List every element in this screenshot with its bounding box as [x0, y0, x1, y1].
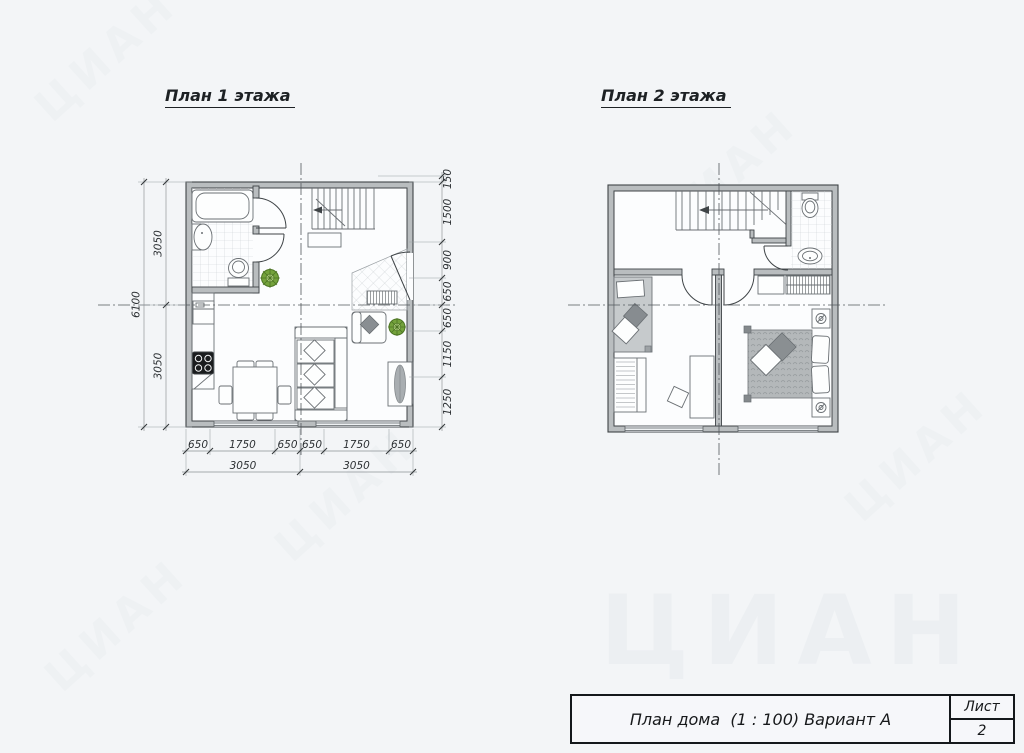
- svg-text:3050: 3050: [343, 460, 370, 472]
- plan1-dim-bottom: [182, 429, 417, 476]
- toilet: [802, 193, 818, 218]
- plan1-drawing: [90, 155, 470, 490]
- svg-text:3050: 3050: [152, 352, 165, 380]
- watermark-large: ЦИАН: [600, 575, 981, 687]
- nightstand: [812, 309, 830, 328]
- sheet-column: [949, 696, 1013, 742]
- svg-text:650: 650: [277, 439, 298, 451]
- svg-text:1750: 1750: [343, 439, 370, 451]
- plan1-bathroom: [192, 188, 253, 287]
- svg-text:1250: 1250: [442, 388, 454, 416]
- watermark: [35, 549, 197, 702]
- nightstand: [812, 398, 830, 417]
- plan2-radiator: [786, 276, 830, 294]
- wardrobe: [614, 358, 646, 412]
- bathroom-sink: [192, 224, 212, 250]
- fridge: [193, 301, 214, 324]
- armchair: [352, 312, 386, 343]
- svg-text:900: 900: [442, 249, 454, 271]
- watermark: [25, 0, 187, 132]
- svg-text:650: 650: [301, 439, 323, 451]
- plan1-title: План 1 этажа: [165, 86, 295, 108]
- plan1-dim-left: [131, 178, 193, 431]
- single-bed: [612, 277, 652, 352]
- svg-text:650: 650: [390, 439, 412, 451]
- svg-text:6100: 6100: [130, 291, 143, 318]
- sofa: [295, 327, 347, 421]
- door-opening: [407, 253, 413, 300]
- svg-text:650: 650: [442, 281, 454, 302]
- svg-text:1500: 1500: [442, 198, 454, 226]
- svg-text:650: 650: [187, 439, 209, 451]
- sheet-label: Лист: [951, 696, 1013, 720]
- bathtub: [192, 190, 253, 222]
- svg-text:3050: 3050: [152, 230, 165, 257]
- decor-shelf: [388, 362, 412, 406]
- svg-text:1750: 1750: [229, 439, 256, 451]
- stove: [193, 352, 214, 374]
- drawing-title: План дома (1 : 100) Вариант А: [629, 709, 892, 729]
- svg-text:1150: 1150: [442, 340, 454, 368]
- toilet: [228, 259, 249, 287]
- plant: [260, 268, 280, 288]
- shelf-cabinet: [758, 276, 784, 294]
- plan2-drawing: [560, 155, 900, 490]
- sheet-number: 2: [977, 723, 987, 739]
- dining-table: [233, 367, 277, 413]
- bathroom-sink: [798, 248, 822, 264]
- plan2-title: План 2 этажа: [601, 86, 731, 108]
- entry-radiator: [367, 291, 397, 304]
- svg-text:150: 150: [442, 168, 454, 190]
- svg-text:650: 650: [442, 307, 454, 329]
- title-block: [570, 694, 1015, 744]
- svg-text:3050: 3050: [229, 460, 257, 472]
